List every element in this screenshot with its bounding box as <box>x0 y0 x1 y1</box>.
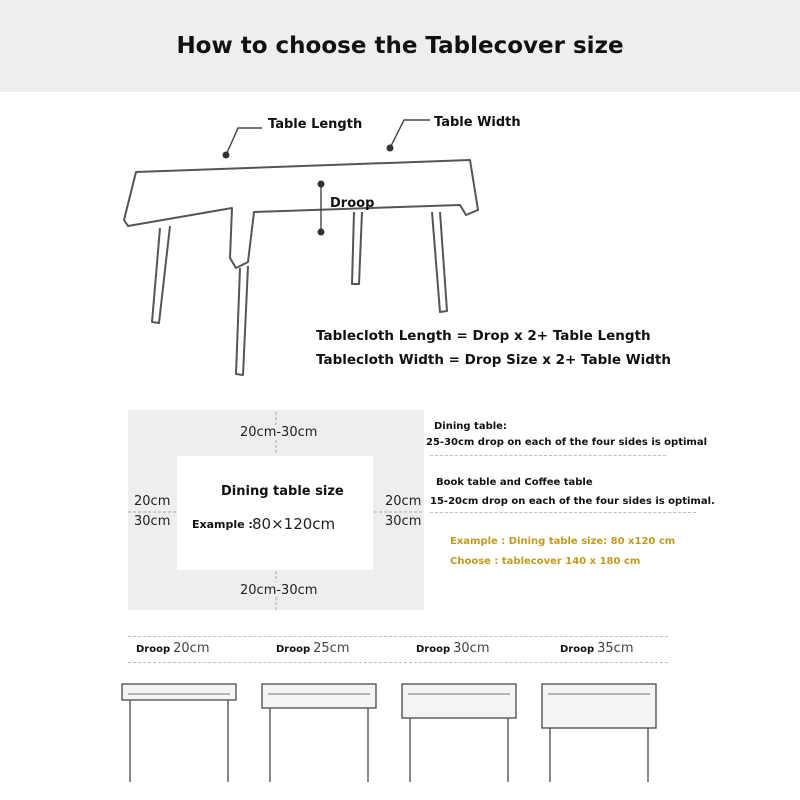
droop-label: Droop <box>330 196 375 211</box>
droop-option-label: Droop <box>276 644 311 655</box>
book-note-title: Book table and Coffee table <box>436 477 593 488</box>
dining-note-text: 25-30cm drop on each of the four sides is optimal <box>426 437 708 448</box>
tablecloth <box>262 684 376 708</box>
droop-option-value: 35cm <box>597 641 634 656</box>
table-length-label: Table Length <box>268 117 363 132</box>
example-label: Example : <box>192 518 253 531</box>
formula-width: Tablecloth Width = Drop Size x 2+ Table Width <box>316 352 672 368</box>
tablecloth <box>122 684 236 700</box>
right-drop-max: 30cm <box>385 514 422 529</box>
table-droop-30 <box>402 684 516 782</box>
table-droop-20 <box>122 684 236 782</box>
right-drop-min: 20cm <box>385 494 422 509</box>
left-drop-max: 30cm <box>134 514 171 529</box>
droop-option-value: 30cm <box>453 641 490 656</box>
table-droop-35 <box>542 684 656 782</box>
table-droop-25 <box>262 684 376 782</box>
dining-note-title: Dining table: <box>434 421 507 432</box>
formula-length: Tablecloth Length = Drop x 2+ Table Length <box>316 328 651 344</box>
example-line: Example : Dining table size: 80 x120 cm <box>450 536 676 547</box>
page-title: How to choose the Tablecover size <box>176 33 624 59</box>
droop-option-label: Droop <box>136 644 171 655</box>
droop-option-label: Droop <box>416 644 451 655</box>
droop-option-value: 20cm <box>173 641 210 656</box>
tablecloth <box>402 684 516 718</box>
example-value: 80×120cm <box>252 515 336 533</box>
table-width-label: Table Width <box>434 115 521 130</box>
bottom-drop-dimension: 20cm-30cm <box>240 583 318 598</box>
book-note-text: 15-20cm drop on each of the four sides is optimal. <box>430 496 715 507</box>
choose-line: Choose : tablecover 140 x 180 cm <box>450 556 641 567</box>
top-drop-dimension: 20cm-30cm <box>240 425 318 440</box>
left-drop-min: 20cm <box>134 494 171 509</box>
droop-option-value: 25cm <box>313 641 350 656</box>
droop-option-label: Droop <box>560 644 595 655</box>
dining-table-size-title: Dining table size <box>221 484 344 499</box>
tablecloth <box>542 684 656 728</box>
